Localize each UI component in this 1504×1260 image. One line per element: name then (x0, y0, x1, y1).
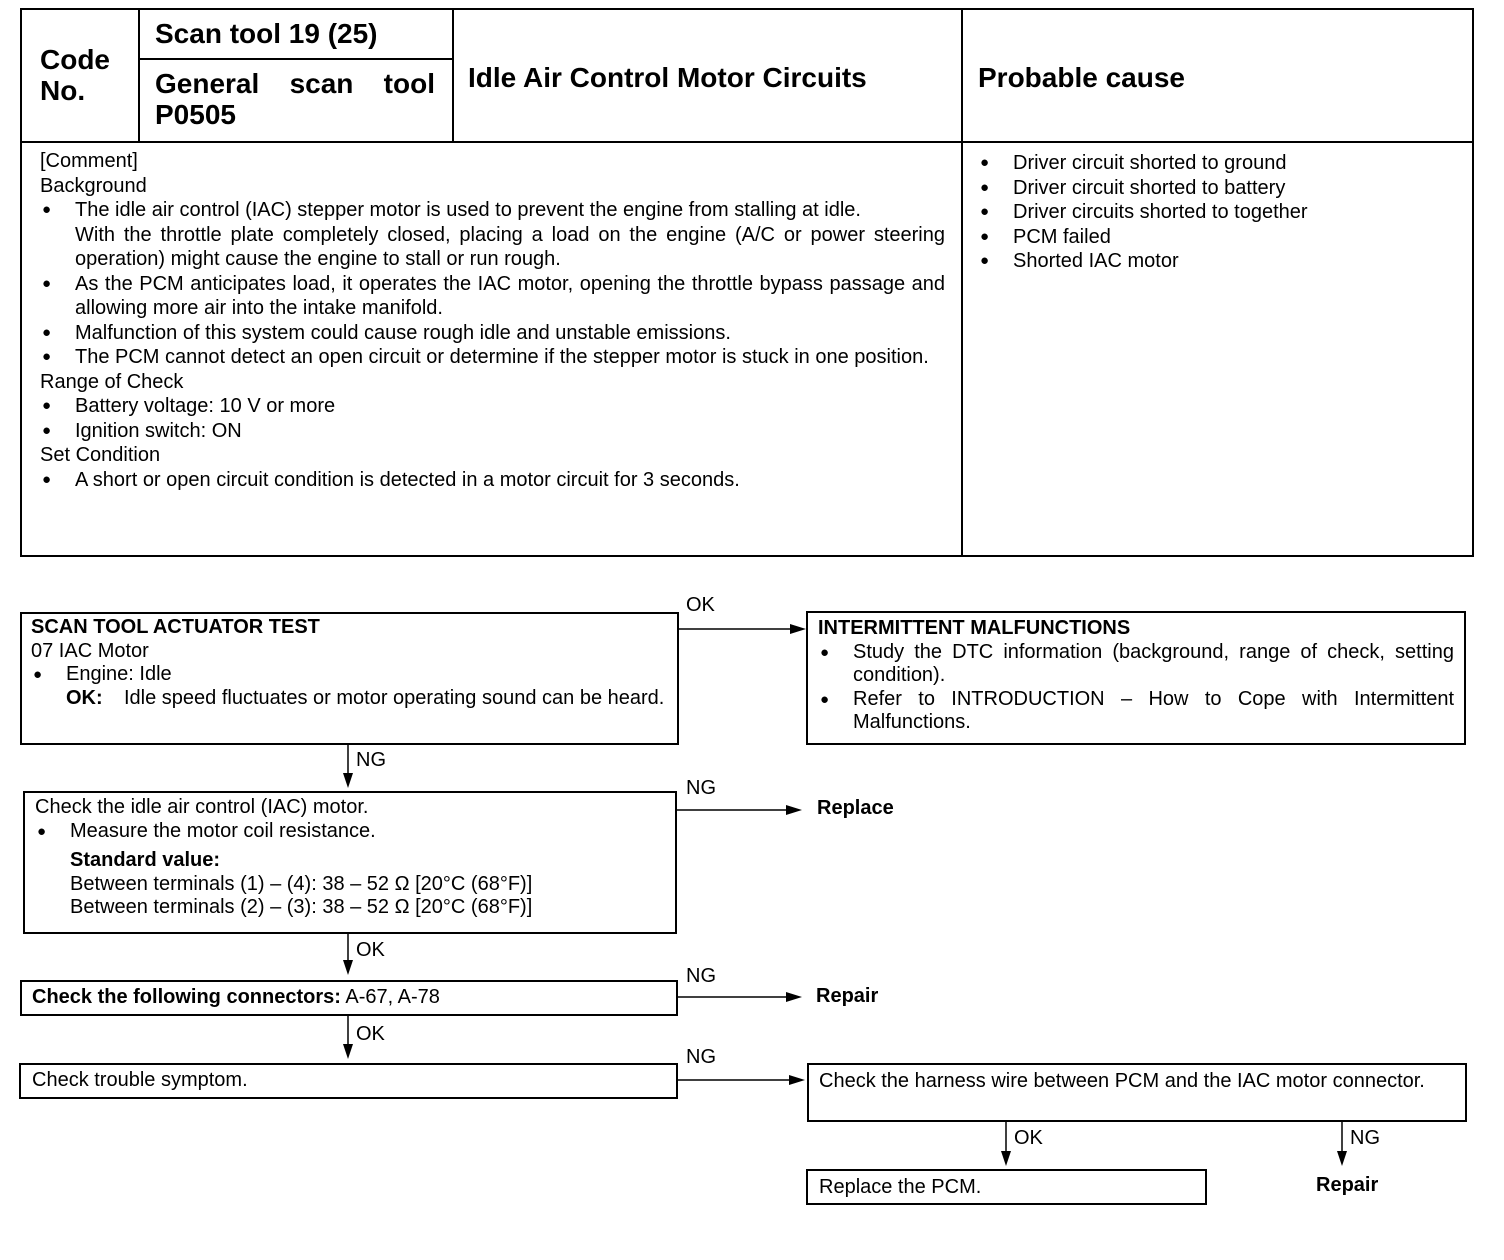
list-item: ● Refer to INTRODUCTION – How to Cope with Intermittent Malfunctions. (818, 688, 1454, 735)
symptom-text: Check trouble symptom. (32, 1069, 248, 1091)
replace-pcm-text: Replace the PCM. (819, 1176, 982, 1198)
actuator-test-title: SCAN TOOL ACTUATOR TEST (31, 616, 320, 638)
ok-branch-label: OK (1014, 1127, 1043, 1149)
list-item: ● Engine: Idle (31, 663, 668, 687)
background-list (40, 198, 945, 370)
list-item: ● Study the DTC information (background, range of check, setting condition). (818, 641, 1454, 688)
ok-branch-label: OK (356, 1023, 385, 1045)
list-item: ● PCM failed (978, 225, 1458, 250)
list-item: ● Malfunction of this system could cause rough idle and unstable emissions. (40, 321, 945, 346)
actuator-test-list (31, 663, 668, 687)
ok-text: Idle speed fluctuates or motor operating sound can be heard. (124, 686, 665, 709)
set-condition-label: Set Condition (40, 444, 161, 466)
actuator-test-item: 07 IAC Motor (31, 639, 149, 662)
probable-cause-heading: Probable cause (978, 62, 1185, 93)
ng-branch-label: NG (686, 777, 716, 799)
range-label: Range of Check (40, 370, 184, 393)
page-title: Idle Air Control Motor Circuits (468, 62, 867, 93)
iac-check-list (35, 820, 665, 844)
range-list (40, 394, 945, 443)
intermittent-title: INTERMITTENT MALFUNCTIONS (818, 617, 1131, 639)
set-condition-list (40, 468, 945, 493)
list-item: ● Driver circuit shorted to ground (978, 151, 1458, 176)
repair-result: Repair (816, 985, 879, 1007)
list-item: ● The idle air control (IAC) stepper motor is used to prevent the engine from stalling at idle. With the throttle plate completely closed, placing a load on the engine (A/C or power steering operation) might cause the engine to stall or run rough. (40, 198, 945, 272)
replace-result: Replace (817, 797, 894, 819)
standard-value-line: Between terminals (1) – (4): 38 – 52 Ω [20°C (68°F)] (70, 872, 533, 895)
symptom-box (19, 1063, 678, 1099)
connectors-value: A-67, A-78 (340, 986, 440, 1008)
list-item: ● Driver circuit shorted to battery (978, 176, 1458, 201)
intermittent-list (818, 641, 1454, 735)
ok-branch-label: OK (356, 939, 385, 961)
list-item: ● Driver circuits shorted to together (978, 200, 1458, 225)
iac-check-title: Check the idle air control (IAC) motor. (35, 796, 369, 818)
harness-box (807, 1063, 1467, 1122)
scan-tool-heading: Scan tool 19 (25) (155, 18, 378, 49)
list-item-continuation: With the throttle plate completely closed, placing a load on the engine (A/C or power steering operation) might cause the engine to stall or run rough. (75, 223, 945, 270)
comment-label: [Comment] (40, 150, 138, 172)
ok-label: OK: (66, 686, 103, 709)
intermittent-box (806, 611, 1466, 745)
repair-result-harness: Repair (1316, 1174, 1379, 1196)
harness-text: Check the harness wire between PCM and the IAC motor connector. (819, 1070, 1425, 1092)
connectors-label: Check the following connectors: (32, 986, 341, 1008)
ng-branch-label: NG (686, 1046, 716, 1068)
ng-branch-label: NG (686, 965, 716, 987)
ng-branch-label: NG (356, 749, 386, 771)
iac-check-box (23, 791, 677, 934)
background-label: Background (40, 174, 147, 197)
code-no-heading: Code No. (40, 44, 110, 106)
general-scan-tool-heading: General scan tool P0505 (155, 68, 435, 130)
connectors-box (20, 980, 678, 1016)
actuator-ok-row (31, 687, 668, 711)
ok-branch-label: OK (686, 594, 715, 616)
list-item: ● A short or open circuit condition is detected in a motor circuit for 3 seconds. (40, 468, 945, 493)
list-item: ● The PCM cannot detect an open circuit or determine if the stepper motor is stuck in one position. (40, 345, 945, 370)
comment-section (40, 149, 945, 492)
probable-cause-list (978, 151, 1458, 274)
list-item: ● Ignition switch: ON (40, 419, 945, 444)
standard-value-line: Between terminals (2) – (3): 38 – 52 Ω [20°C (68°F)] (70, 896, 533, 918)
actuator-test-box (20, 612, 679, 745)
replace-pcm-box (806, 1169, 1207, 1205)
ng-branch-label: NG (1350, 1127, 1380, 1149)
list-item: ● Shorted IAC motor (978, 249, 1458, 274)
list-item: ● As the PCM anticipates load, it operates the IAC motor, opening the throttle bypass passage and allowing more air into the intake manifold. (40, 272, 945, 321)
list-item: ● Battery voltage: 10 V or more (40, 394, 945, 419)
standard-value-label: Standard value: (70, 849, 221, 871)
list-item: ● Measure the motor coil resistance. (35, 820, 665, 844)
